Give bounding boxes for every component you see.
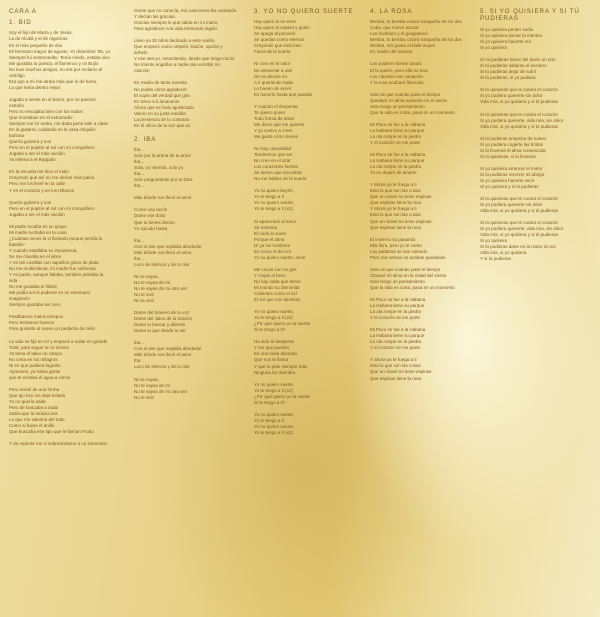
lyric-line: Mira lo que son las cosas bbox=[370, 188, 421, 194]
lyric-line: Iba... bbox=[134, 340, 145, 346]
lyric-line: No tuve muchos amigos, no era por reclamo el bbox=[9, 66, 103, 72]
lyric-line: Se apega al porvenir bbox=[254, 31, 296, 37]
lyric-line: Y la rosa acabará florecido bbox=[370, 79, 424, 85]
lyric-line: Iba... bbox=[134, 237, 145, 243]
lyric-line: Mi Paco se fue a la Habana bbox=[370, 152, 426, 158]
lyric-line: Mira lo que son las cosas bbox=[370, 363, 421, 369]
lyric-line: Que espinas tiene la rosa bbox=[370, 200, 422, 206]
lyric-line: Que montaban en el extrarradio bbox=[9, 115, 73, 121]
lyric-line: La Habana tiene su parque bbox=[370, 158, 425, 164]
lyric-line: Solo sé que cuando pase el tiempo bbox=[370, 266, 441, 272]
lyric-line: Que espinas tiene la rosa bbox=[370, 224, 422, 230]
lyric-line: Y mi padre, aunque fallaba, también peleaba la bbox=[9, 272, 104, 278]
lyric-line: Si yo quisiera hacerte venir bbox=[480, 177, 535, 183]
lyric-line: La Habana tiene su parque bbox=[370, 303, 425, 309]
lyric-line: Que la vida es corta, pasa en un momento bbox=[370, 109, 455, 115]
lyrics-lines bbox=[254, 19, 353, 436]
lyric-line: Que un clavel no tiene espinas bbox=[370, 194, 432, 200]
lyric-line: Bemba, tu bemba colora sonqueña de los dos bbox=[370, 19, 462, 25]
lyric-line: Pero teníamos huevos bbox=[9, 320, 55, 326]
lyric-line: Y ahora ya te fuega a ti bbox=[370, 206, 417, 212]
lyric-line: Y ahora ya te fuega a ti bbox=[370, 357, 417, 363]
lyric-line: No te vivir bbox=[134, 291, 155, 297]
lyric-line: Si yo quisiera arrancar el motor bbox=[480, 165, 543, 171]
lyric-line: No te vayas de mi otra vez bbox=[134, 388, 188, 394]
lyric-line: Los bumbum y el guaguancó bbox=[370, 31, 428, 37]
lyric-line: Y en el corazón y en los rellanos bbox=[9, 187, 74, 193]
lyric-line: Para agradecer a la vida tremendo regalo bbox=[134, 26, 218, 32]
lyric-line: Quería guitarra y son bbox=[9, 199, 52, 205]
lyric-line: Bemba, mis gusta el baile niquel bbox=[370, 43, 435, 49]
lyric-line: En medio del renacer bbox=[370, 49, 413, 55]
lyric-line: Pero de buscaba a nada bbox=[9, 404, 59, 410]
lyric-line: ¿Pa' qué quiero yo la suerte bbox=[254, 393, 311, 399]
lyric-line: batalla? bbox=[9, 241, 25, 247]
lyric-line: Y que lo pide siempre más bbox=[254, 363, 308, 369]
lyric-line: Porque el alma bbox=[254, 236, 285, 242]
lyric-line: burlona bbox=[9, 133, 25, 139]
lyric-line: Ya rellena a el Rappalo bbox=[9, 157, 56, 163]
lyric-line: Mi Paco se fue a la Habana bbox=[370, 327, 426, 333]
side-label: CARA A bbox=[9, 8, 37, 15]
lyric-line: Creyendo que así no me darían más palos, bbox=[9, 175, 96, 181]
lyric-line: Solo tengo un pensamiento bbox=[370, 103, 425, 109]
lyric-line: Que empezó como ompeló, ilusión, opción y bbox=[134, 44, 223, 50]
lyric-line: No te vayas de mí bbox=[134, 382, 171, 388]
lyric-line: Si te tengo a ti? bbox=[254, 399, 286, 405]
lyric-line: En la guitarra, cuidando en la casa chiquilis bbox=[9, 127, 96, 133]
lyric-line: Y si tú pudieras bbox=[480, 256, 511, 262]
lyric-line: Llevo ya 30 años dedicado a este sueño bbox=[134, 38, 215, 44]
lyric-line: Es una meta absurda bbox=[254, 351, 297, 357]
lyric-line: La Habana tiene su parque bbox=[370, 333, 425, 339]
lyric-line: Era que a mí me atraía más que lo de fuera, bbox=[9, 78, 98, 84]
lyric-line: Solo tengo un pensamiento bbox=[370, 278, 425, 284]
lyric-line: Que buscaba ese tipo que le llaman Frodo bbox=[9, 429, 94, 435]
lyric-line: Mira lo que son las cosas bbox=[370, 212, 421, 218]
lyric-line: No me hables de la suerte bbox=[254, 176, 307, 182]
lyric-line: Y cuando estallaba su impotencia, bbox=[9, 247, 78, 253]
lyric-line: Yo no dejaré de amarte bbox=[370, 170, 417, 176]
lyric-line: Y en las costillas con aquellos gritos de plata bbox=[9, 260, 99, 265]
lyric-line: Y decían las gracias, bbox=[134, 14, 176, 20]
lyric-line: Valoro en su justa medida bbox=[134, 110, 186, 116]
lyric-line: El nudo lo suelo bbox=[254, 230, 287, 236]
lyric-line: Si yo pudiera quererte, vida mía, sin dolor bbox=[480, 226, 564, 232]
lyric-line: Si yo pudiera quererte sin dolor bbox=[480, 202, 543, 208]
lyric-line: Me podía sol el poderse en mi escenario bbox=[9, 290, 91, 296]
lyric-line: Ella llora, pero yo le canto bbox=[370, 242, 422, 248]
lyric-line: Mi mundo su demonita bbox=[254, 284, 300, 290]
lyric-line: Si tú pudieras recorrer mi abrigo bbox=[480, 171, 545, 177]
lyric-line: El sol que nos alumbra bbox=[254, 297, 300, 303]
lyric-line: Solo por la arena de tu amor bbox=[134, 153, 192, 159]
lyric-line: Tendremos que ser bbox=[254, 152, 293, 158]
lyric-line: Lo que me salvaría del todo bbox=[9, 417, 65, 423]
lyric-line: Siempre fui ventrevedito. Tenía miedo, estaba vivo bbox=[9, 54, 110, 60]
lyric-line: anhelo bbox=[134, 50, 148, 56]
lyric-line: Es hacerlo hasta que puedas bbox=[254, 91, 313, 97]
lyric-line: Ahora que es hielo ajusticiado bbox=[134, 104, 195, 110]
lyrics-column-3 bbox=[254, 8, 353, 436]
lyric-line: Los claveles van cantando bbox=[370, 73, 424, 79]
lyric-line: Yo no quiero suerte, amor bbox=[254, 254, 306, 260]
lyric-line: Me cocas con un gris bbox=[254, 266, 297, 272]
lyric-line: En medio de tanta mentira bbox=[134, 80, 187, 86]
lyric-line: canción bbox=[134, 68, 150, 74]
lyric-line: Si tú quisieras, si tú lloveras bbox=[480, 153, 536, 159]
lyric-line: Y yo vuelvo a creer bbox=[254, 127, 293, 133]
lyric-line: Soy el hijo de María y de Jesús, bbox=[9, 30, 73, 36]
lyric-line: Con el aire que soplaba alrededor bbox=[134, 346, 202, 352]
lyric-line: Bemba, tu bemba colorá sonqueña de los dos bbox=[370, 37, 462, 43]
lyric-line: que te echaba el agua a cimos bbox=[9, 374, 71, 380]
lyric-line: Si yo pudiera cogerte las bridas bbox=[480, 141, 544, 147]
lyric-line: Yo te tengo a ti (x2) bbox=[254, 429, 293, 435]
lyric-line: Si tú pudieras dejar de sufrir bbox=[480, 69, 537, 75]
lyric-line: Mi padre tocaba en un grupo bbox=[9, 223, 67, 229]
lyric-line: La Habana tiene su parque bbox=[370, 127, 425, 133]
lyric-line: Me gustaba la poesía, el flamenco y mi Bujío bbox=[9, 60, 99, 66]
lyrics-lines bbox=[134, 8, 236, 129]
lyric-line: La ola rompe en la piedra bbox=[370, 309, 422, 315]
lyric-line: La presencia de lo contrario bbox=[134, 116, 190, 122]
lyric-line: Como si fuese el anillo bbox=[9, 423, 55, 429]
lyrics-column-4 bbox=[370, 8, 462, 382]
lyric-line: Si tú quisieras que te curara el corazón bbox=[480, 196, 559, 202]
lyric-line: Sabía que la música era bbox=[9, 411, 58, 417]
lyric-line: Jugaba a ser el más vacilón bbox=[9, 211, 65, 217]
lyric-line: Yo te tengo a ti (x2) bbox=[254, 315, 293, 321]
lyric-line: Si mi pudieras hacer del duelo un don bbox=[480, 57, 556, 63]
lyric-line: Te quiero poner bbox=[254, 109, 286, 115]
lyric-line: Pero insistí de una forma bbox=[9, 386, 60, 392]
lyric-line: Se tienen que encontrar bbox=[254, 170, 303, 176]
lyric-line: No hay nada que temer bbox=[254, 278, 302, 284]
lyric-line: Mi madre luchaba en la casa bbox=[9, 229, 67, 235]
lyric-line: No te vayas, bbox=[134, 273, 160, 279]
lyric-line: Solo preguntando por tu Dios bbox=[134, 177, 193, 183]
lyric-line: Si tú pudieras darte en la mano mi sol bbox=[480, 244, 556, 250]
lyric-line: Dame del Jaleo de la traicion bbox=[134, 316, 193, 322]
lyric-line: Y el corazón se me parte bbox=[370, 315, 420, 321]
lyric-line: Si yo quisiera bbox=[480, 238, 508, 244]
lyric-line: Que un clavel no tiene espinas bbox=[370, 218, 432, 224]
lyric-line: En como el del vol bbox=[254, 248, 291, 254]
lyric-line: Si te tengo a ti? bbox=[254, 327, 286, 333]
lyric-line: Para guisarla al nuevo un pedacito de cielo bbox=[9, 326, 96, 332]
lyric-line: Iba... bbox=[134, 159, 145, 165]
lyric-line: La de Alcalá y el de Algeciras bbox=[9, 36, 68, 42]
lyric-line: No te vayas de mi otra vez bbox=[134, 285, 188, 291]
lyric-line: Si tú lloveras el alma convencida bbox=[480, 147, 546, 153]
lyric-line: Gracias siempre lo que sabía en mi mano, bbox=[134, 20, 219, 26]
lyric-line: Loco de silencio y de tu olor bbox=[134, 261, 190, 267]
lyric-line: extraño bbox=[9, 102, 25, 108]
lyric-line: A ir queriendo nada bbox=[254, 79, 294, 85]
lyric-line: Dame del brasero de tu voz bbox=[134, 310, 190, 316]
lyric-line: Si tú quisieras que te curara el corazón bbox=[480, 87, 559, 93]
lyric-line: Pero en el pupitre al sol con mi compañero bbox=[9, 145, 95, 151]
lyric-line: Es el más pequeño de dos bbox=[9, 42, 63, 48]
lyric-line: Más dónde nos llevó el amor bbox=[134, 195, 192, 201]
lyrics-lines bbox=[9, 30, 110, 447]
lyric-line: Ha sido al despertar bbox=[254, 339, 295, 345]
lyric-line: Pasábamos malos tiempos bbox=[9, 314, 64, 320]
lyric-line: Quería guitarra y son bbox=[9, 139, 52, 145]
lyric-line: Quedará mi alma sonando en el viento bbox=[370, 97, 448, 103]
lyric-line: La vida se fijó en mí y empecé a soltar en grande bbox=[9, 338, 108, 344]
lyrics-column-1 bbox=[9, 8, 110, 447]
lyric-line: Yo no quiero suerte, bbox=[254, 411, 295, 417]
lyric-line: Si tú pudieras saltarse el encierro bbox=[480, 63, 547, 69]
lyric-line: Iba... bbox=[134, 358, 145, 364]
lyric-line: Solo se que cuando pase el tiempo bbox=[370, 91, 441, 97]
lyric-line: Come una razón bbox=[134, 207, 168, 213]
lyric-line: Si aparecitas al amor bbox=[254, 218, 297, 224]
lyric-line: Pero mis versos se acaban quedando bbox=[370, 254, 446, 260]
lyric-line: Total, para seguir en lo mismo bbox=[9, 344, 70, 350]
lyric-line: Yo sacudo hasta bbox=[134, 225, 168, 231]
lyrics-lines bbox=[134, 147, 236, 401]
lyric-line: Yo no quería nada bbox=[9, 398, 46, 404]
lyric-line: Se extrema bbox=[254, 224, 278, 230]
lyric-line: Gente que no conocía, mis canciones iba cantando bbox=[134, 8, 237, 13]
lyric-line: Hay quien la ve venir bbox=[254, 19, 297, 25]
lyric-line: vida bbox=[9, 278, 18, 284]
lyric-line: Ya tema el taleo un campo bbox=[9, 350, 63, 356]
lyric-line: Clavaré mi alma en la mitad del viento bbox=[370, 272, 447, 278]
song-title-si-yo-quisiera: 5. SI YO QUISIERA Y SI TÚ PUDIERAS bbox=[480, 8, 580, 23]
lyric-line: Se me clavaba en el alma bbox=[9, 253, 61, 259]
lyric-line: Y de repente me vi sobrevindome a un escenario bbox=[9, 441, 107, 447]
lyric-line: Y mojas el beso bbox=[254, 272, 286, 278]
lyric-line: El invierno va pasando bbox=[370, 236, 416, 242]
lyric-line: La ola rompe en la piedra bbox=[370, 339, 422, 345]
lyric-line: Pero no encajaba bien con los malos bbox=[9, 108, 83, 114]
lyric-line: Que nos te llama bbox=[254, 357, 289, 363]
lyric-line: Que ajo hoy me deja helado bbox=[9, 392, 66, 398]
song-title-iba: 2. IBA bbox=[134, 135, 157, 143]
lyric-line: Creyendo que está bien bbox=[254, 43, 302, 49]
lyrics-column-2 bbox=[134, 8, 236, 401]
lyric-line: ¿Pa' qué quiero yo la suerte bbox=[254, 321, 311, 327]
lyric-line: Si yo quisiera y si tú pudieras bbox=[480, 183, 539, 189]
lyric-line: Los poderes tienen bando bbox=[370, 61, 423, 67]
lyric-line: Sola, yo mirenta, solo yo bbox=[134, 165, 184, 171]
lyric-line: Di ya los hombres bbox=[254, 242, 291, 248]
lyric-line: Lo bueno de servir bbox=[254, 85, 292, 91]
lyric-line: Cuba, que nuevo azucar bbox=[370, 25, 420, 31]
lyric-line: Con el aire que soplaba alrededor bbox=[134, 243, 202, 249]
lyric-line: ombligo bbox=[9, 72, 25, 78]
lyric-line: De no decirte no bbox=[254, 73, 288, 79]
lyric-line: Iba... bbox=[134, 183, 145, 189]
lyric-line: Vida mía, si yo quisiera y si tú pudieras bbox=[480, 99, 558, 105]
lyric-line: Loco de silencio y de tu olor bbox=[134, 364, 190, 370]
lyric-line: Lo que tenía dentro mejor bbox=[9, 84, 61, 90]
lyric-line: Mi hermano mayor de agosto, Yo diciembre '85, yo bbox=[9, 48, 111, 54]
lyric-line: Yo no quiero beynh, bbox=[254, 188, 294, 194]
lyric-line: No te vivir bbox=[134, 394, 155, 400]
lyric-line: En el oficio de la voz que va bbox=[134, 122, 191, 128]
lyric-line: Dame tu buscar y dámelo bbox=[134, 322, 186, 328]
lyric-line: No me gustaba el fútbol, bbox=[9, 284, 58, 290]
lyric-line: El soplo del verdad que gira bbox=[134, 92, 190, 98]
lyric-line: Si tú pudieras empezar de nuevo bbox=[480, 135, 547, 141]
lyric-line: Y ese sea yo, resumiendo, desde que tengo razón bbox=[134, 56, 235, 62]
lyric-line: Vida mía, si yo quisiera y si tú pudieras bbox=[480, 123, 558, 129]
lyric-line: ¿Cuántas veces la vi llorando porque perdía la bbox=[9, 235, 103, 241]
lyric-line: Si yo pudiera quererte sin dolor bbox=[480, 93, 543, 99]
lyric-line: La ola rompe en la piedra bbox=[370, 133, 422, 139]
lyric-line: Dame tu que desde tu ser bbox=[134, 328, 186, 334]
lyric-line: Se quedan como eternos bbox=[254, 37, 305, 43]
lyric-line: Pero me los llevé en la calle bbox=[9, 181, 66, 187]
lyric-line: Yo no quiero suerte, bbox=[254, 381, 295, 387]
lyric-line: Pero en el pupitre al sol con mi compañero bbox=[9, 205, 95, 211]
lyric-line: No creo en el azar bbox=[254, 158, 291, 164]
lyric-line: Todo forma de amar bbox=[254, 115, 295, 121]
lyric-line: Dame ese dolor bbox=[134, 213, 166, 219]
lyric-line: Ni creo en el valor bbox=[254, 61, 291, 67]
lyric-line: Si yo quisiera bbox=[480, 45, 508, 51]
lyrics-lines bbox=[370, 19, 462, 381]
lyric-line: Más dónde nos llevó el amor bbox=[134, 249, 192, 255]
lyric-line: No intento engañar a nadie sino escribir mi bbox=[134, 62, 220, 68]
lyrics-column-5 bbox=[480, 8, 590, 263]
lyric-line: No creía en los milagros bbox=[9, 356, 58, 362]
lyric-line: Ninguna luz alumbra bbox=[254, 369, 296, 375]
lyric-line: Yo no quiero suerte, bbox=[254, 423, 295, 429]
song-title-yo-no-quiero-suerte: 3. YO NO QUIERO SUERTE bbox=[254, 8, 354, 15]
lyric-line: Y ver que puedes bbox=[254, 345, 290, 351]
lyric-line: Si tú pudieras, si yo pudiera bbox=[480, 75, 536, 81]
lyric-line: No me multimilenta, mi madre fue sufriendo bbox=[9, 266, 97, 272]
lyric-line: Yo no quiero suerte, bbox=[254, 309, 295, 315]
lyric-line: Calientes como el sol bbox=[254, 291, 297, 297]
lyric-line: Jugaba a ser el más vacilón bbox=[9, 151, 65, 157]
lyric-line: Si tú quisieras que te curara el corazón bbox=[480, 111, 559, 117]
lyric-line: Si tú quisieras que te curara el corazón bbox=[480, 220, 559, 226]
lyric-line: La ola rompe en la piedra bbox=[370, 164, 422, 170]
lyric-line: Yo te tengo a ti (x2) bbox=[254, 387, 293, 393]
lyric-line: imaginario bbox=[9, 296, 30, 302]
lyric-line: En torno a ti amanecer bbox=[134, 98, 180, 104]
lyric-line: Más dónde nos llevó el amor bbox=[134, 352, 192, 358]
lyric-line: Hay quien la espera y quien bbox=[254, 25, 310, 31]
lyrics-lines bbox=[480, 27, 590, 263]
lyric-line: Jugaba a veces en el barrio, por no parecer bbox=[9, 96, 97, 102]
lyric-line: Las palabras se van volando bbox=[370, 248, 428, 254]
lyric-line: Y el corazón se me parte bbox=[370, 140, 420, 145]
lyric-line: Yo no quiero suerte, bbox=[254, 200, 295, 206]
lyric-line: Yo te tengo a ti bbox=[254, 417, 284, 423]
lyric-line: Si yo quisiera hacerte reír bbox=[480, 39, 532, 45]
song-title-bid: 1. BID bbox=[9, 19, 32, 27]
lyric-line: Que espinas tiene la rosa bbox=[370, 375, 422, 381]
song-title-la-rosa: 4. LA ROSA bbox=[370, 8, 413, 15]
lyric-line: Vida mía, si yo quisiera bbox=[480, 250, 527, 256]
lyric-line: Vida mía, si yo quisiera y si tú pudieras bbox=[480, 208, 558, 214]
lyric-line: Siempre me iní ranka, me daba pena salir a clase bbox=[9, 121, 109, 127]
lyric-line: Que la vida es corta, pasa en un momento bbox=[370, 284, 455, 290]
lyric-line: Y ahora ya te fuega a ti bbox=[370, 182, 417, 188]
lyric-line: Aprenses, ya había gente bbox=[9, 368, 61, 374]
lyric-line: Iba... bbox=[134, 255, 145, 261]
lyric-line: Fuera de la suerte bbox=[254, 49, 291, 55]
lyric-line: En la escuela me hice el malo bbox=[9, 169, 69, 175]
lyric-line: Iba... bbox=[134, 147, 145, 153]
lyric-line: El la quiero, pero ella no tuvo bbox=[370, 67, 429, 73]
lyric-line: Y cuando el despertar bbox=[254, 103, 298, 109]
lyric-line: No te vivir bbox=[134, 298, 155, 304]
lyric-line: Ni en que pudiera lograrlo bbox=[9, 362, 61, 368]
lyric-line: Mi Paco se fue a la Habana bbox=[370, 121, 426, 127]
lyric-line: No te vayas, bbox=[134, 376, 160, 382]
lyric-line: Vida mía, si yo quisiera y si tú pudieras bbox=[480, 232, 558, 238]
lyric-line: No hay casualidad bbox=[254, 146, 292, 152]
lyric-line: Si yo pudiera quererte, vida mía, sin dolor bbox=[480, 117, 564, 123]
lyric-line: Me gusta cómo tienes bbox=[254, 134, 299, 139]
lyric-line: Y el corazón se me parte bbox=[370, 345, 420, 351]
lyric-line: Me dices que me quieres bbox=[254, 121, 305, 127]
lyric-line: Yo te tengo a ti bbox=[254, 194, 284, 200]
lyric-line: Los corazones fuertes bbox=[254, 164, 299, 170]
lyric-line: Siempre gustaba ser cero bbox=[9, 302, 61, 308]
lyric-line: Que un clavel no tiene espinas bbox=[370, 369, 432, 375]
lyric-line: No te vayas de mí bbox=[134, 279, 171, 285]
lyric-line: Que tu tienes dentro bbox=[134, 219, 175, 225]
lyric-line: No pudes cómo agradecer bbox=[134, 86, 188, 92]
lyric-line: Iba... bbox=[134, 171, 145, 177]
lyric-line: Mi Paco se fue a la Habana bbox=[370, 296, 426, 302]
lyric-line: Yo te tengo a ti (x2) bbox=[254, 206, 293, 212]
lyric-line: Si yo quisiera perder sodio bbox=[480, 27, 534, 32]
lyric-line: Si yo quisiera domar la mentira bbox=[480, 33, 543, 39]
lyric-line: De atravesar a vivir bbox=[254, 67, 293, 73]
